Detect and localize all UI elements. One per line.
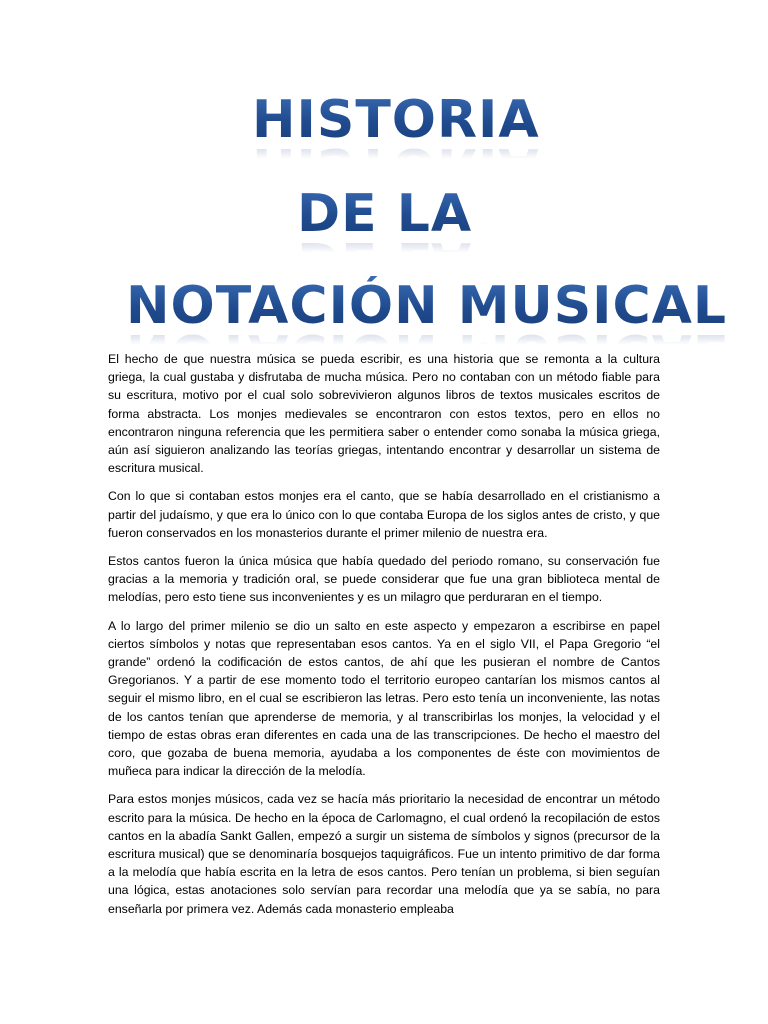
paragraph: Con lo que si contaban estos monjes era el canto, que se había desarrollado en el cristianismo a partir del judaísmo, y que era lo único con lo que contaba Europa de los siglos antes de cristo, y que fueron conservados en los monasterios durante el primer milenio de nuestra era.: [108, 489, 660, 540]
title-line-3: NOTACIÓN MUSICAL: [126, 276, 728, 336]
title-line-1: HISTORIA: [252, 90, 540, 150]
paragraph: El hecho de que nuestra música se pueda escribir, es una historia que se remonta a la cultura griega, la cual gustaba y disfrutaba de mucha música. Pero no contaban con un método fiable para su escritura, motivo por el cual solo sobrevivieron algunos libros de textos musicales escritos de forma abstracta. Los monjes medievales se encontraron con estos textos, pero en ellos no encontraron ninguna referencia que les permitiera saber o entender como sonaba la música griega, aún así siguieron analizando las teorías griegas, intentando encontrar y desarrollar un sistema de escritura musical.: [108, 352, 660, 476]
title-line-2: DE LA: [297, 184, 473, 244]
document-body: [108, 350, 660, 928]
document-title: [0, 90, 768, 340]
paragraph: Estos cantos fueron la única música que había quedado del periodo romano, su conservación fue gracias a la memoria y tradición oral, se puede considerar que fue una gran biblioteca mental de melodías, pero esto tiene sus inconvenientes y es un milagro que perduraran en el tiempo.: [108, 554, 660, 605]
paragraph: A lo largo del primer milenio se dio un salto en este aspecto y empezaron a escribirse en papel ciertos símbolos y notas que representaban esos cantos. Ya en el siglo VII, el Papa Gregorio “el grande” ordenó la codificación de estos cantos, de ahí que les pusieran el nombre de Cantos Gregorianos. Y a partir de ese momento todo el territorio europeo cantarían los mismos cantos al seguir el mismo libro, en el cual se escribieron las letras. Pero esto tenía un inconveniente, las notas de los cantos tenían que aprenderse de memoria, y al transcribirlas los monjes, la velocidad y el tiempo de estas obras eran diferentes en cada una de las transcripciones. De hecho el maestro del coro, que gozaba de buena memoria, ayudaba a los componentes de éste con movimientos de muñeca para indicar la dirección de la melodía.: [108, 618, 660, 779]
paragraph: Para estos monjes músicos, cada vez se hacía más prioritario la necesidad de encontrar un método escrito para la música. De hecho en la época de Carlomagno, el cual ordenó la recopilación de estos cantos en la abadía Sankt Gallen, empezó a surgir un sistema de símbolos y signos (precursor de la escritura musical) que se denominaría bosquejos taquigráficos. Fue un intento primitivo de dar forma a la melodía que había escrita en la letra de esos cantos. Pero tenían un problema, si bien seguían una lógica, estas anotaciones solo servían para recordar una melodía que ya se sabía, no para enseñarla por primera vez. Además cada monasterio empleaba: [108, 792, 660, 916]
